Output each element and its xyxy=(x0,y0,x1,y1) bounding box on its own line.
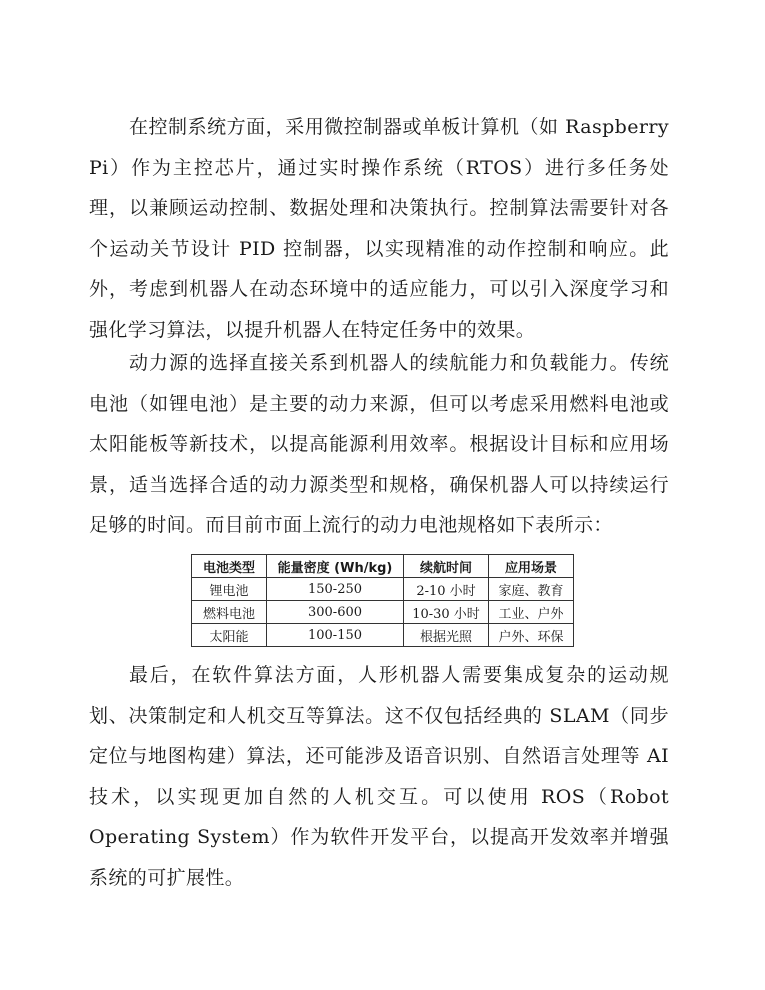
table-row xyxy=(192,624,574,647)
paragraph-control-system: 在控制系统方面，采用微控制器或单板计算机（如 Raspberry Pi）作为主控芯片，通过实时操作系统（RTOS）进行多任务处理，以兼顾运动控制、数据处理和决策执行。控制算法需要针对各个运动关节设计 PID 控制器，以实现精准的动作控制和响应。此外，考虑到机器人在动态环境中的适应能力，可以引入深度学习和强化学习算法，以提升机器人在特定任务中的效果。 xyxy=(89,116,669,341)
table-cell: 锂电池 xyxy=(192,578,267,601)
table-header-row xyxy=(192,555,574,578)
table-cell: 太阳能 xyxy=(192,624,267,647)
table-cell: 家庭、教育 xyxy=(489,578,574,601)
table-cell: 10-30 小时 xyxy=(404,601,489,624)
header-battery-type: 电池类型 xyxy=(192,555,267,578)
header-endurance: 续航时间 xyxy=(404,555,489,578)
table-row xyxy=(192,578,574,601)
table-cell: 户外、环保 xyxy=(489,624,574,647)
header-application: 应用场景 xyxy=(489,555,574,578)
paragraph-power-source: 动力源的选择直接关系到机器人的续航能力和负载能力。传统电池（如锂电池）是主要的动力来源，但可以考虑采用燃料电池或太阳能板等新技术，以提高能源利用效率。根据设计目标和应用场景，适当选择合适的动力源类型和规格，确保机器人可以持续运行足够的时间。而目前市面上流行的动力电池规格如下表所示： xyxy=(89,352,669,536)
table-cell: 300-600 xyxy=(267,601,404,624)
table-cell: 燃料电池 xyxy=(192,601,267,624)
battery-spec-table xyxy=(191,554,574,647)
table-cell: 工业、户外 xyxy=(489,601,574,624)
table-cell: 100-150 xyxy=(267,624,404,647)
header-energy-density: 能量密度 (Wh/kg) xyxy=(267,555,404,578)
table-cell: 2-10 小时 xyxy=(404,578,489,601)
table-cell: 150-250 xyxy=(267,578,404,601)
table-cell: 根据光照 xyxy=(404,624,489,647)
paragraph-software-algorithm: 最后，在软件算法方面，人形机器人需要集成复杂的运动规划、决策制定和人机交互等算法。这不仅包括经典的 SLAM（同步定位与地图构建）算法，还可能涉及语音识别、自然语言处理等 AI 技术，以实现更加自然的人机交互。可以使用 ROS（Robot Operating System）作为软件开发平台，以提高开发效率并增强系统的可扩展性。 xyxy=(89,664,669,889)
table-row xyxy=(192,601,574,624)
